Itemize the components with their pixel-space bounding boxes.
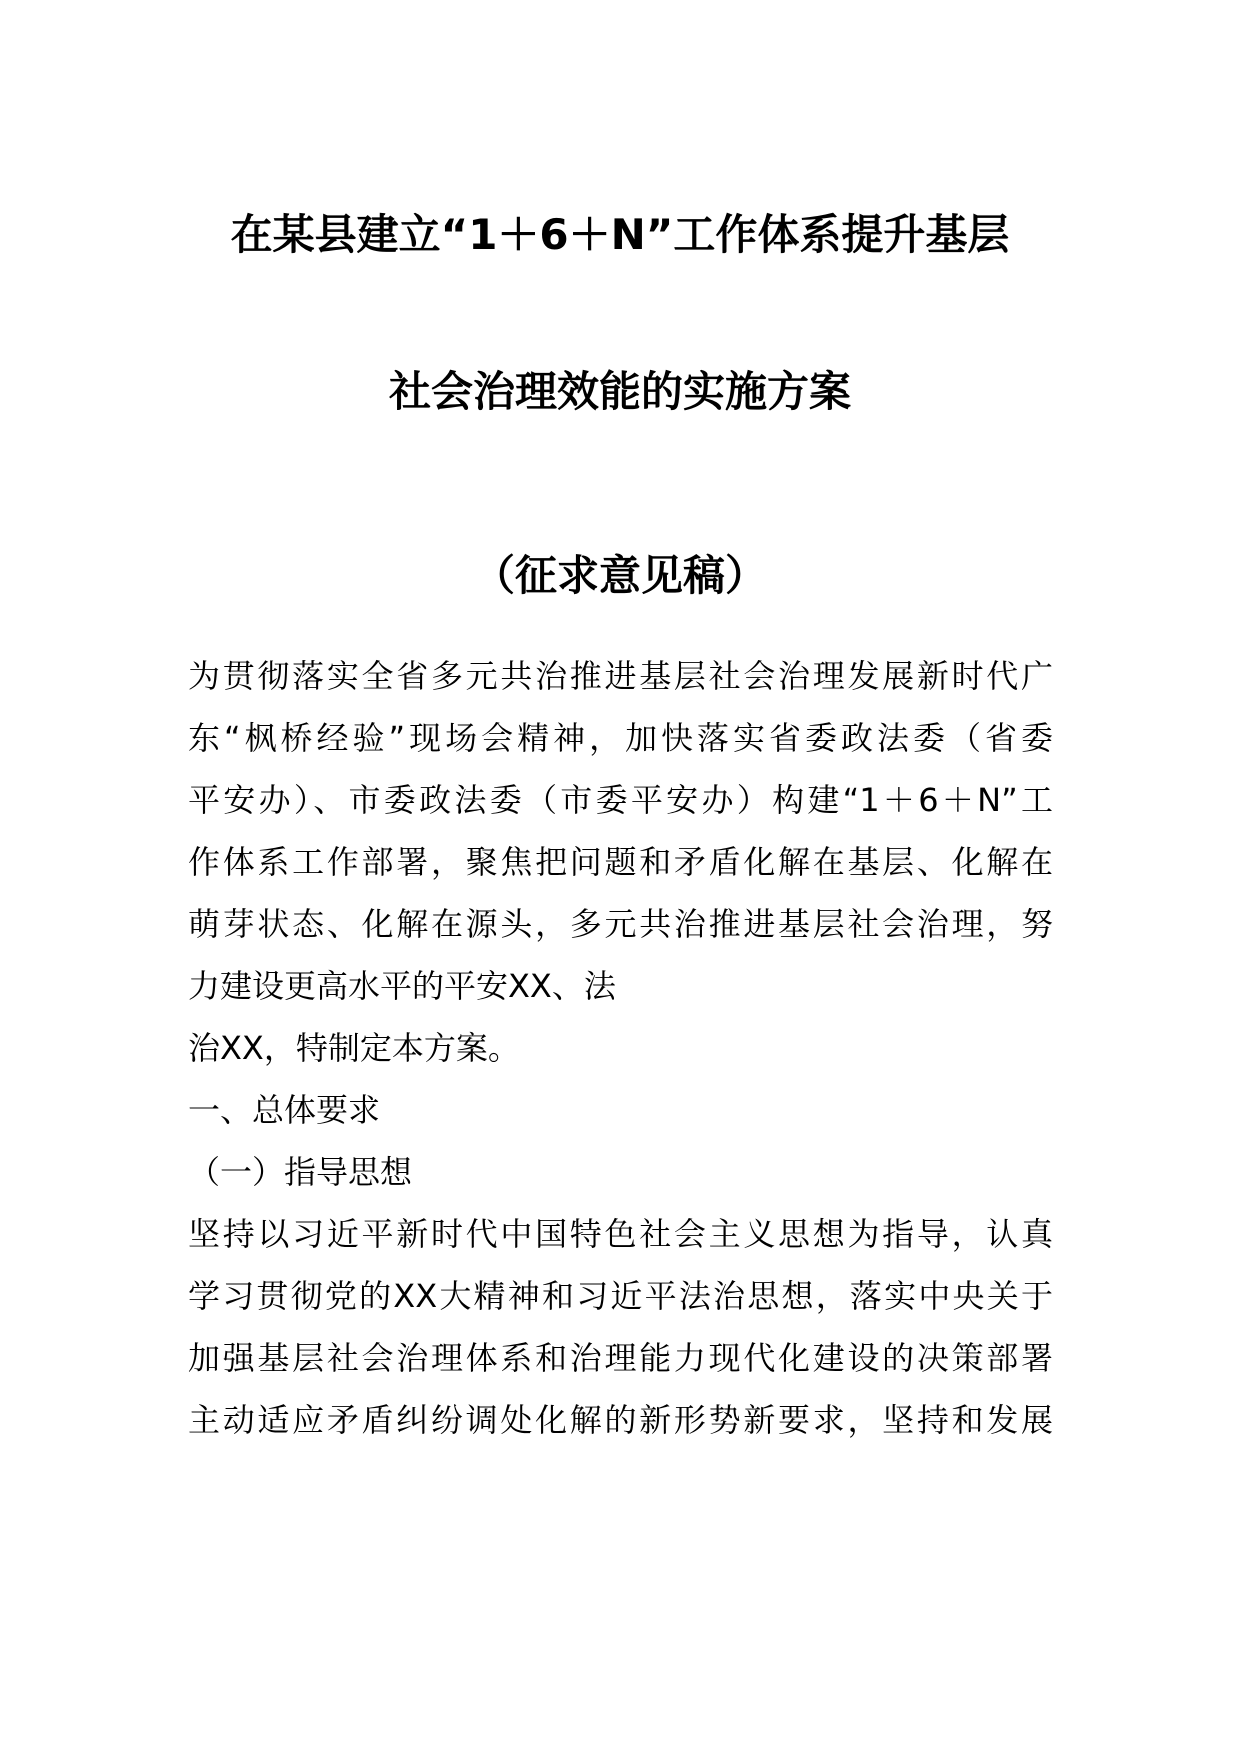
paragraph-line: 东“枫桥经验”现场会精神，加快落实省委政法委（省委 [188, 719, 1053, 757]
subsection-heading: （一）指导思想 [188, 1153, 413, 1191]
paragraph-line: 坚持以习近平新时代中国特色社会主义思想为指导，认真 [188, 1215, 1053, 1253]
paragraph-line: 主动适应矛盾纠纷调处化解的新形势新要求，坚持和发展 [188, 1401, 1053, 1439]
paragraph-line: 治XX，特制定本方案。 [188, 1029, 520, 1067]
document-title-line-1: 在某县建立“1＋6＋N”工作体系提升基层 [230, 210, 1010, 259]
section-heading: 一、总体要求 [188, 1091, 381, 1129]
paragraph-line: 力建设更高水平的平安XX、法 [188, 967, 616, 1005]
document-subtitle-draft: （征求意见稿） [472, 551, 767, 600]
paragraph-line: 学习贯彻党的XX大精神和习近平法治思想，落实中央关于 [188, 1277, 1053, 1315]
paragraph-line: 为贯彻落实全省多元共治推进基层社会治理发展新时代广 [188, 657, 1053, 695]
paragraph-line: 作体系工作部署，聚焦把问题和矛盾化解在基层、化解在 [188, 843, 1053, 881]
paragraph-line: 平安办）、市委政法委（市委平安办）构建“1＋6＋N”工 [188, 781, 1053, 819]
paragraph-line: 加强基层社会治理体系和治理能力现代化建设的决策部署 [188, 1339, 1053, 1377]
paragraph-line: 萌芽状态、化解在源头，多元共治推进基层社会治理，努 [188, 905, 1053, 943]
document-title-line-2: 社会治理效能的实施方案 [388, 367, 851, 416]
